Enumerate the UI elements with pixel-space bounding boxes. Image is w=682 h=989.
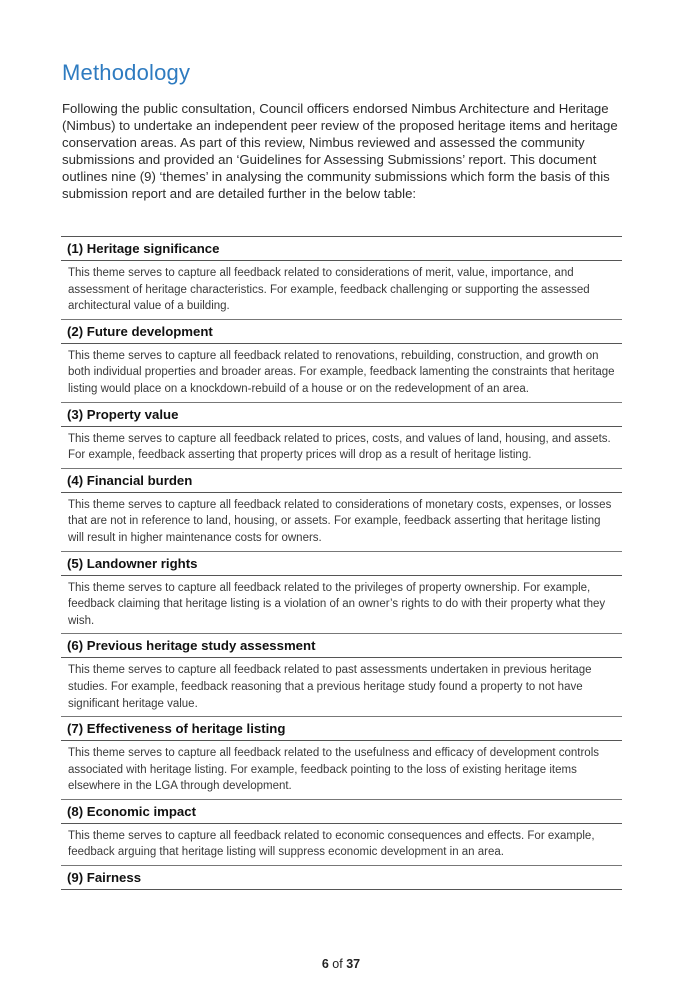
theme-description: This theme serves to capture all feedback related to the usefulness and efficacy of development controls associated with heritage listing. For example, feedback pointing to the loss of existing heritage items elsewhere in the LGA through development.: [61, 741, 622, 800]
theme-description: This theme serves to capture all feedback related to past assessments undertaken in previous heritage studies. For example, feedback reasoning that a previous heritage study found a property to not have significant heritage value.: [61, 658, 622, 717]
page-number: [0, 957, 682, 971]
theme-description: This theme serves to capture all feedback related to the privileges of property ownership. For example, feedback claiming that heritage listing is a violation of an owner’s rights to do with their property what they wish.: [61, 576, 622, 635]
theme-title: (6) Previous heritage study assessment: [61, 634, 622, 658]
theme-title: (7) Effectiveness of heritage listing: [61, 717, 622, 741]
theme-title: (8) Economic impact: [61, 800, 622, 824]
intro-paragraph: Following the public consultation, Council officers endorsed Nimbus Architecture and Heritage (Nimbus) to undertake an independent peer review of the proposed heritage items and heritage conservation areas. As part of this review, Nimbus reviewed and assessed the community submissions and provided an ‘Guidelines for Assessing Submissions’ report. This document outlines nine (9) ‘themes’ in analysing the community submissions which form the basis of this submission report and are detailed further in the below table:: [62, 101, 618, 202]
theme-row-2: [61, 320, 622, 403]
theme-row-9: [61, 866, 622, 890]
theme-title: (2) Future development: [61, 320, 622, 344]
theme-row-3: [61, 403, 622, 469]
theme-title: (3) Property value: [61, 403, 622, 427]
theme-description: This theme serves to capture all feedback related to considerations of merit, value, importance, and assessment of heritage characteristics. For example, feedback challenging or supporting the assessed architectural value of a building.: [61, 261, 622, 320]
theme-description: This theme serves to capture all feedback related to prices, costs, and values of land, housing, and assets. For example, feedback asserting that property prices will drop as a result of heritage listing.: [61, 427, 622, 469]
theme-description: This theme serves to capture all feedback related to renovations, rebuilding, construction, and growth on both individual properties and broader areas. For example, feedback lamenting the constraints that heritage listing would place on a knockdown-rebuild of a house or on the redevelopment of an area.: [61, 344, 622, 403]
theme-title: (4) Financial burden: [61, 469, 622, 493]
theme-row-5: [61, 552, 622, 635]
theme-description: This theme serves to capture all feedback related to considerations of monetary costs, expenses, or losses that are not in reference to land, housing, or assets. For example, feedback asserting that heritage listing will result in higher maintenance costs for owners.: [61, 493, 622, 552]
page-separator: of: [332, 957, 343, 971]
theme-title: (5) Landowner rights: [61, 552, 622, 576]
theme-title: (1) Heritage significance: [61, 237, 622, 261]
theme-row-8: [61, 800, 622, 866]
theme-row-7: [61, 717, 622, 800]
theme-row-6: [61, 634, 622, 717]
theme-description: This theme serves to capture all feedback related to economic consequences and effects. For example, feedback arguing that heritage listing will suppress economic development in an area.: [61, 824, 622, 866]
current-page-number: 6: [321, 957, 329, 971]
theme-row-4: [61, 469, 622, 552]
themes-table: [61, 236, 622, 890]
total-page-count: 37: [346, 957, 361, 971]
page-title: Methodology: [62, 60, 191, 85]
theme-title: (9) Fairness: [61, 866, 622, 890]
theme-row-1: [61, 237, 622, 320]
